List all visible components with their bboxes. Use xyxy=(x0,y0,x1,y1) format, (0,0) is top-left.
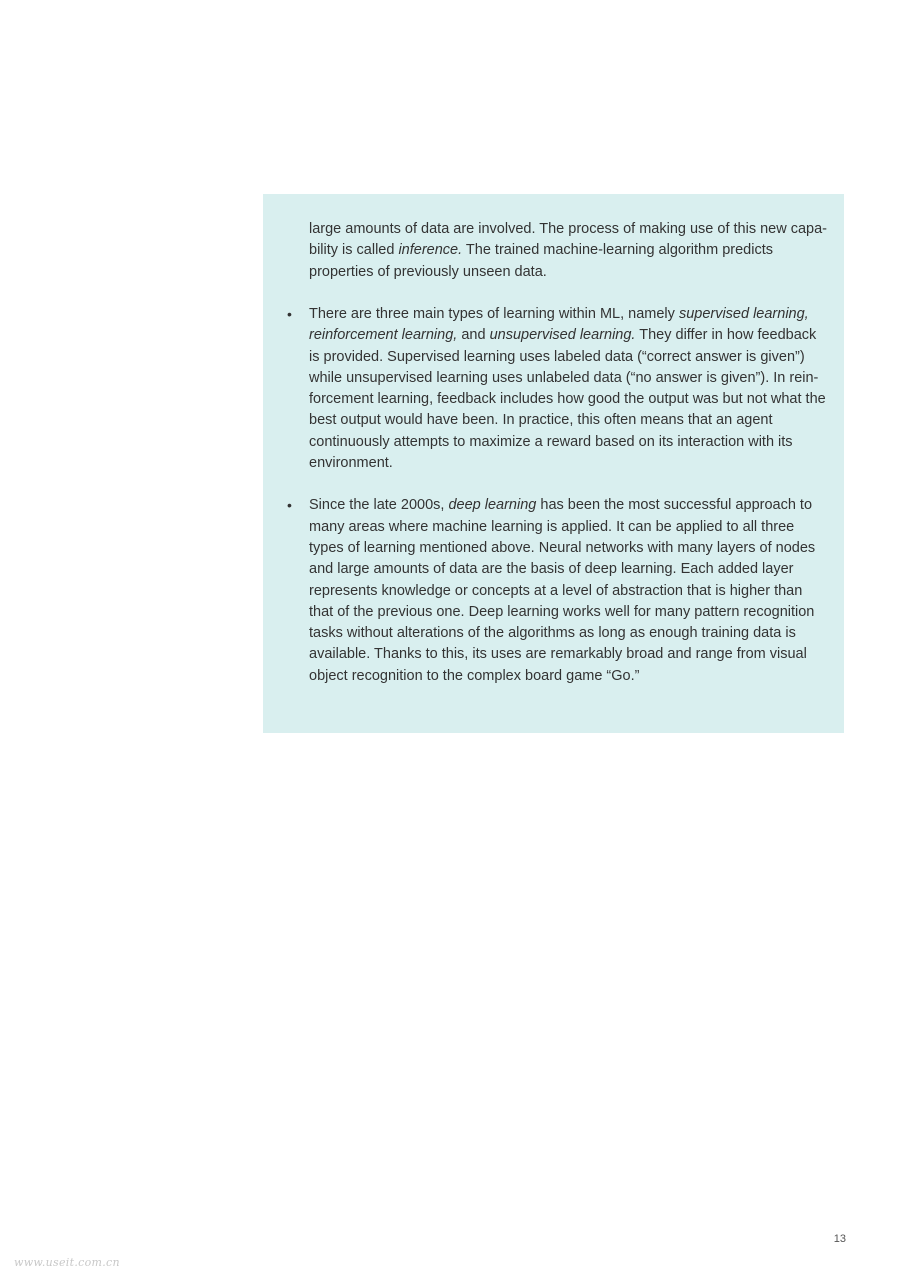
continuation-text-after: The trained machine-learning algorithm predicts properties of previously unseen data. xyxy=(309,242,773,280)
bullet-item-learning-types xyxy=(263,304,829,474)
bullet-item-deep-learning xyxy=(263,495,829,687)
term-deep-learning: deep learning xyxy=(448,497,537,514)
bullet-text-part: Since the late 2000s, xyxy=(309,497,449,514)
continuation-paragraph xyxy=(309,219,829,283)
term-supervised-reinforcement: supervised learning, reinforcement learning, xyxy=(309,306,809,344)
bullet-text-part: has been the most successful approach to many areas where machine learning is applied. It can be applied to all three types of learning mentioned above. Neural networks with many layers of nodes and large amounts of data are the basis of deep learning. Each added layer represents knowledge or concepts at a level of abstraction that is higher than that of the previous one. Deep learning works well for many pattern recognition tasks without alterations of the algorithms as long as enough training data is available. Thanks to this, its uses are remarkably broad and range from visual object recognition to the complex board game “Go.” xyxy=(309,497,816,684)
term-unsupervised: unsupervised learning. xyxy=(489,327,636,344)
info-box xyxy=(263,194,844,733)
bullet-text-part: and xyxy=(457,327,490,344)
inference-term: inference. xyxy=(398,242,463,259)
bullet-text xyxy=(309,497,815,683)
continuation-text-before: large amounts of data are involved. The process of making use of this new capa-bility is called xyxy=(309,221,827,259)
watermark: www.useit.com.cn xyxy=(14,1256,120,1269)
bullet-list xyxy=(263,304,844,708)
page-number: 13 xyxy=(833,1233,846,1245)
bullet-text xyxy=(309,306,826,471)
bullet-text-part: There are three main types of learning within ML, namely xyxy=(309,306,679,322)
bullet-icon: • xyxy=(287,497,292,514)
bullet-text-part: They differ in how feedback is provided. Supervised learning uses labeled data (“correct answer is given”) while unsupervised learning uses unlabeled data (“no answer is given”). In rein-forcement learning, feedback includes how good the output was but not what the best output would have been. In practice, this often means that an agent continuously attempts to maximize a reward based on its interaction with its environment. xyxy=(309,327,826,472)
bullet-icon: • xyxy=(287,306,292,322)
